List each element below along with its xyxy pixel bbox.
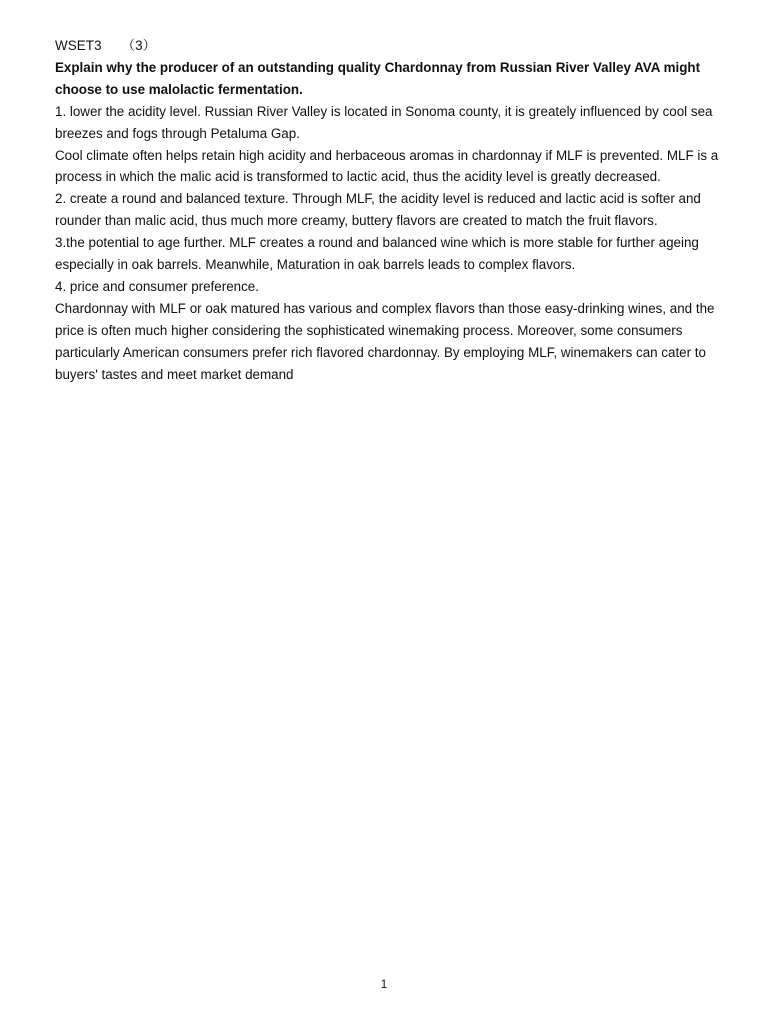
paragraph-6: Chardonnay with MLF or oak matured has various and complex flavors than those easy-drinking wines, and the price is often much higher considering the sophisticated winemaking process. Moreover, some consumers particularly American consumers prefer rich flavored chardonnay. By employing MLF, winemakers can cater to buyers' tastes and meet market demand [55,300,715,382]
document-page [55,35,733,386]
paragraph-4: 3.the potential to age further. MLF creates a round and balanced wine which is more stable for further ageing especially in oak barrels. Meanwhile, Maturation in oak barrels leads to complex flavors. [55,235,699,273]
paragraph-3: 2. create a round and balanced texture. Through MLF, the acidity level is reduced and lactic acid is softer and rounder than malic acid, thus much more creamy, buttery flavors are created to match the fruit flavors. [55,191,701,229]
header-title: WSET3 [55,38,102,53]
page-number: 1 [380,977,388,991]
document-header [55,35,733,57]
question-text: Explain why the producer of an outstanding quality Chardonnay from Russian River Valley AVA might choose to use malolactic fermentation. [55,59,701,97]
paragraph-2: Cool climate often helps retain high acidity and herbaceous aromas in chardonnay if MLF is prevented. MLF is a process in which the malic acid is transformed to lactic acid, thus the acidity level is greatly decreased. [55,147,719,185]
paragraph-5: 4. price and consumer preference. [55,278,259,294]
header-number: （3） [121,38,157,53]
paragraph-1: 1. lower the acidity level. Russian River Valley is located in Sonoma county, it is greately influenced by cool sea breezes and fogs through Petaluma Gap. [55,103,713,141]
